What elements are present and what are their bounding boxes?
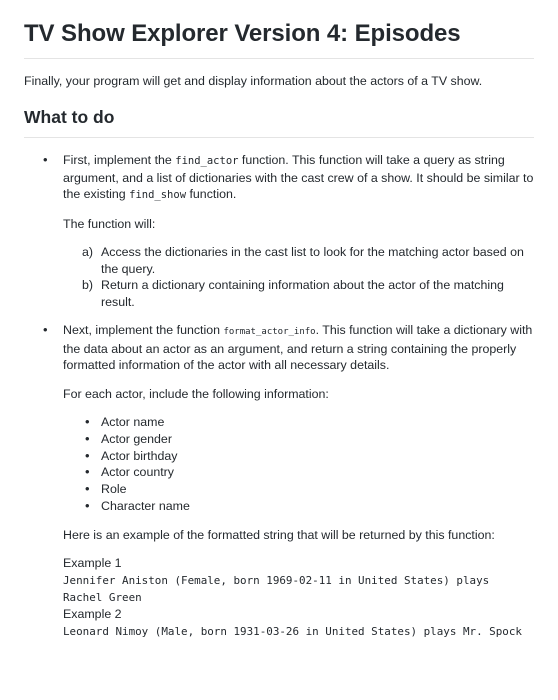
- steps-list: [63, 244, 534, 310]
- sub-paragraph: The function will:: [63, 216, 156, 231]
- inline-code: format_actor_info: [223, 327, 316, 337]
- bullet-icon: •: [85, 447, 90, 463]
- example-1-label: Example 1: [63, 556, 122, 571]
- list-item: • Actor gender: [85, 430, 172, 446]
- info-list: [63, 414, 534, 515]
- bullet-icon: •: [85, 481, 90, 497]
- step-item: a) Access the dictionaries in the cast list to look for the matching actor based on the query.: [82, 245, 524, 276]
- bullet-icon: •: [43, 322, 48, 337]
- bullet-icon: •: [85, 430, 90, 446]
- bullet-icon: •: [85, 414, 90, 429]
- example-1-code: Jennifer Aniston (Female, born 1969-02-11 in United States) plays Rachel Green: [63, 574, 496, 605]
- list-item: • Actor birthday: [85, 447, 178, 463]
- page-title: TV Show Explorer Version 4: Episodes: [24, 16, 534, 59]
- task-format-text: Next, implement the function format_actor_info. This function will take a dictionary with the data about an actor as an argument, and return a string containing the properly formatted information of the actor with all necessary details.: [63, 323, 533, 372]
- example-2-label: Example 2: [63, 607, 122, 622]
- bullet-icon: •: [85, 464, 90, 480]
- task-format-actor-info: [24, 322, 534, 640]
- example-2-code: Leonard Nimoy (Male, born 1931-03-26 in United States) plays Mr. Spock: [63, 625, 522, 639]
- task-find-actor: [24, 152, 534, 310]
- task-list: [24, 152, 534, 640]
- list-item: • Actor country: [85, 464, 174, 480]
- step-item: b) Return a dictionary containing information about the actor of the matching result.: [82, 278, 504, 309]
- bullet-icon: •: [43, 152, 48, 167]
- list-item: • Role: [85, 481, 127, 497]
- intro-paragraph: Finally, your program will get and display information about the actors of a TV show.: [24, 74, 483, 88]
- inline-code: find_actor: [175, 155, 239, 167]
- sub-paragraph: For each actor, include the following information:: [63, 386, 329, 401]
- list-item: • Actor name: [85, 414, 165, 429]
- bullet-icon: •: [85, 497, 90, 513]
- task-find-actor-text: First, implement the find_actor function. This function will take a query as string argument, and a list of dictionaries with the cast crew of a show. It should be similar to the existing find_show function.: [63, 153, 534, 201]
- section-heading: What to do: [24, 107, 534, 138]
- list-item: • Character name: [85, 497, 190, 513]
- inline-code: find_show: [129, 189, 187, 201]
- example-intro: Here is an example of the formatted string that will be returned by this function:: [63, 527, 495, 542]
